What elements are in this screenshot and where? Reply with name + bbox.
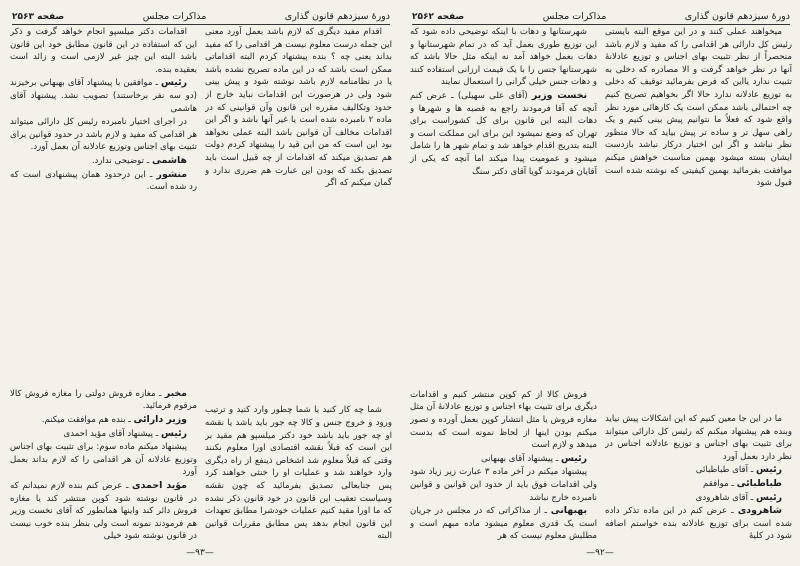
paragraph-text: ـ پیشنهاد آقای مؤید احمدی [63, 428, 161, 439]
speaker-name: نخست وزیر [531, 89, 587, 101]
paragraph [10, 388, 197, 413]
paragraph-text: ـ از مذاکراتی که در مجلس در جریان است یک قدری معلوم میشود ماده مبهم است و مطلبش معلوم نیست که هر [410, 506, 597, 542]
page-2562 [400, 0, 800, 566]
paragraph [10, 428, 197, 441]
column-top-block [410, 26, 597, 179]
paragraph [605, 478, 792, 491]
column-top-block [205, 26, 392, 191]
paragraph [605, 464, 792, 477]
column-right [205, 26, 392, 544]
running-title: مذاکرات مجلس [142, 11, 207, 22]
speaker-name: طباطبائی [736, 478, 782, 490]
footer-page-number: —۹۲— [586, 548, 614, 558]
paragraph-text: ـ بنده هم موافقت میکنم. [41, 415, 134, 426]
paragraph-text: ـ موافقم [703, 479, 737, 490]
paragraph [605, 26, 792, 190]
speaker-name: رئیس [161, 427, 187, 439]
paragraph-text: ـ این درحدود همان پیشنهادی است که رد شده است. [10, 169, 197, 193]
paragraph [10, 77, 197, 115]
speaker-name: منشور [156, 168, 187, 180]
paragraph-text: (آقای علی سهیلی) ـ عرض کنم آنچه که آقا فرمودند راجع به قصبه ها و شهرها و دهات البته این قانون برای کل کشوراست برای تهران که وضع نمیشود این برای این مملکت است و البته بتدریج اقدام خواهد شد و تمام شهر ها را شامل میشود و عمومیت پیدا میکند اما آنچه که یکی از آقایان فرمودند گویا آقای دکتر سنگ [410, 90, 597, 177]
session-title: دورهٔ سیزدهم قانون گذاری [684, 11, 790, 22]
column-bottom-block [410, 389, 597, 544]
paragraph-text: ـ پیشنهاد آقای بهبهانی [480, 453, 561, 464]
speaker-name: رئیس [756, 491, 782, 503]
paragraph [10, 169, 197, 194]
speaker-name: رئیس [756, 464, 782, 476]
paragraph [205, 404, 392, 543]
paragraph-text: ـ توضیحی ندارد. [91, 155, 152, 166]
paragraph [10, 414, 197, 427]
paragraph [10, 26, 197, 76]
paragraph-text: ـ عرض کنم در این ماده تذکر داده شده است برای توزیع عادلانه بنده خواستم اضافه شود در کلیهٔ [605, 506, 792, 542]
column-bottom-block [605, 413, 792, 544]
paragraph-text: فروش کالا از کم کوپن منتشر کنیم و اقدامات دیگری برای تثبیت بهاء اجناس و توزیع عادلانهٔ آن مثل مغازه فروش یا مثل انتشار کوپن بعمل آورده و تصور میکنم بودن اینها از لحاظ نمونه است که بدست میدهد و لازم است [410, 389, 597, 451]
paragraph-text: ـ مغازه فروش دولتی را مغازه فروش کالا مرقوم فرمائید. [10, 388, 197, 412]
paragraph [10, 441, 197, 479]
speaker-name: مخبر [164, 387, 187, 399]
text-columns [410, 26, 792, 544]
paragraph-text: ما در این جا معین کنیم که این اشکالات پیش نیاید وبنده هم پیشنهاد میکنم که رئیس کل دارائی میتواند برای تثبیت بهای اجناس و توزیع عادلانه اجناس در نظر دارد بعمل آورد [605, 414, 792, 462]
speaker-name: رئیس [161, 77, 187, 89]
column-left [410, 26, 597, 544]
column-top-block [605, 26, 792, 191]
column-bottom-block [10, 388, 197, 544]
paragraph [10, 116, 197, 154]
footer-page-number: —۹۳— [186, 548, 214, 558]
paragraph [410, 466, 597, 504]
paragraph [605, 492, 792, 505]
page-number: صفحه ۲۵۶۲ [412, 12, 465, 22]
paragraph-text: ـ آقای شاهرودی [695, 492, 756, 503]
speaker-name: وزیر دارائی [133, 414, 187, 426]
paragraph-text: شما چه کار کنید یا شما چطور وارد کنید و ترتیب ورود و خروج جنس و کالا چه جور باید باشد یا نقشه او چه جور باید باشد خود دکتر میلسپو هم مقید بر این است که قبلاً نقشه اقتصادی اورا معلوم نکنند وقتی که قبلاً معلوم شد اشخاص ذینفع از راه دیگری وارد خواهند شد و عملیات او را خنثی خواهند کرد پس جنابعالی تصدیق بفرمائید که چون نقشه وسیاست تعقیب این قانون در خود قانون ذکر نشده که ما اورا مقید کنیم عملیات خودشرا مطابق تعهدات این قانون انجام بدهد پس مطابق مقررات قوانین البته [205, 405, 392, 542]
paragraph-text: ـ موافقین با پیشنهاد آقای بهبهانی برخیزند (دو سه نفر برخاستند) تصویب نشد. پیشنهاد آقای هاشمی [10, 78, 197, 114]
paragraph-text: میخواهند عملی کنند و در این موقع البته بایستی رئیس کل دارائی هر اقدامی را که مفید و لازم باشد منحصراً از نظر تثبیت بهای اجناس و توزیع عادلانهٔ آنها در نظر خواهد گرفت و الا مصادره که دخلی به تثبیت ندارد یااین که فرض بفرمائید توقیف که دخلی به توزیع عادلانه ندارد حالا اگر بخواهیم تصریح کنیم چه احتمالی باشد ممکن است یک کارهائی مورد نظر واقع شود که فعلاً ما نتوانیم پیش بینی کنیم و یک راهی سهل تر و ساده تر پیش بیاید که حالا متظور نظر نباشد و اگر این اختیار درکار نباشد بازدست ایشان بسته میشود بهمین مناسبت خواهش میکنم موافقت بفرمائید بهمین کیفیتی که نوشته شده است قبول شود [605, 27, 792, 189]
column-right [605, 26, 792, 544]
text-columns [10, 26, 392, 544]
paragraph-text: ـ عرض کنم بنده لازم نمیدانم که در قانون نوشته شود کوپن منتشر کند یا مغازه فروش دائر کند واینها همانطور که آقای نخست وزیر هم فرمودند نمونه است ولی بنظر بنده خوب نیست در قانون نوشته شود خیلی [10, 481, 197, 542]
paragraph [10, 155, 197, 168]
paragraph [410, 453, 597, 466]
paragraph-text: در اجرای اختیار نامبرده رئیس کل دارائی میتواند هر اقدامی که مفید و لازم باشد در حدود قوانین برای تثبیت بهای اجناس وتوزیع عادلانه آن بعمل آورد. [10, 117, 197, 153]
speaker-name: شاهرودی [737, 505, 782, 517]
page-header [412, 6, 790, 25]
paragraph-text: ـ آقای طباطبائی [695, 465, 756, 476]
paragraph [410, 26, 597, 89]
column-left [10, 26, 197, 544]
paragraph [605, 413, 792, 463]
paragraph [410, 505, 597, 543]
speaker-name: هاشمی [151, 154, 187, 166]
paragraph-text: پیشنهاد میکنم ماده سوم: برای تثبیت بهای اجناس وتوزیع عادلانه آن هر اقدامی را که لازم بداند بعمل آورد [10, 442, 197, 478]
paragraph-text: اقدامات دکتر میلسپو انجام خواهد گرفت و ذکر این که استفاده در این قانون مطابق خود این قانون باشد البته این چیز غیر لازمی است و زائد است بعقیده بنده. [10, 27, 197, 75]
paragraph [10, 480, 197, 543]
speaker-name: بهبهانی [550, 505, 587, 517]
paragraph [605, 505, 792, 543]
session-title: دورهٔ سیزدهم قانون گذاری [284, 11, 390, 22]
page-header [12, 6, 390, 25]
paragraph-text: شهرستانها و دهات با اینکه توضیحی داده شود که این توزیع طوری بعمل آید که در تمام شهرستانها و دهات بعمل خواهد آمد نه اینکه مثل حالا باشد که شهرستانها جنس را با یک قیمت ارزانی استفاده کنند و دهات جنس خیلی گرانی را استعمال نمایند [410, 27, 597, 88]
column-bottom-block [205, 404, 392, 544]
page-number: صفحه ۲۵۶۳ [12, 12, 65, 22]
speaker-name: مؤید احمدی [132, 480, 187, 492]
speaker-name: رئیس [561, 452, 587, 464]
column-top-block [10, 26, 197, 195]
paragraph [205, 26, 392, 190]
paragraph-text: اقدام مفید دیگری که لازم باشد بعمل آورد معنی این جمله درست معلوم نیست هر اقدامی را که مفید بداند یعنی چه ؟ بنده پیشنهاد کردم البته اقداماتی ممکن است باشد که در این ماده تصریح نشده باشد یا در نظامنامه لازم باشد نوشته شود و پیش بینی شود ولی در هرصورت این اقدامات نباید خارج از حدود وتکالیف مقرره این قانون وآن قوانینی که در ماده ۲ نامبرده شده است یا غیر آنها باشد و اگر این اقدامات مخالف آن قوانین باشد البته عملی نخواهد بود این است که من این قید را پیشنهاد کردم دولت هم تصدیق میکند که اقدامات از چه قبیل است باید تصدیق بکند که بودن این عبارت هم ضرری ندارد و گمان میکنم که اگر [205, 27, 392, 189]
paragraph [410, 389, 597, 452]
running-title: مذاکرات مجلس [542, 11, 607, 22]
paragraph-text: پیشنهاد میکنم در آخر ماده ۳ عبارت زیر زیاد شود ولی اقدامات فوق باید از حدود این قوانین و قوانین نامبرده خارج نباشد [410, 467, 597, 503]
paragraph [410, 90, 597, 178]
